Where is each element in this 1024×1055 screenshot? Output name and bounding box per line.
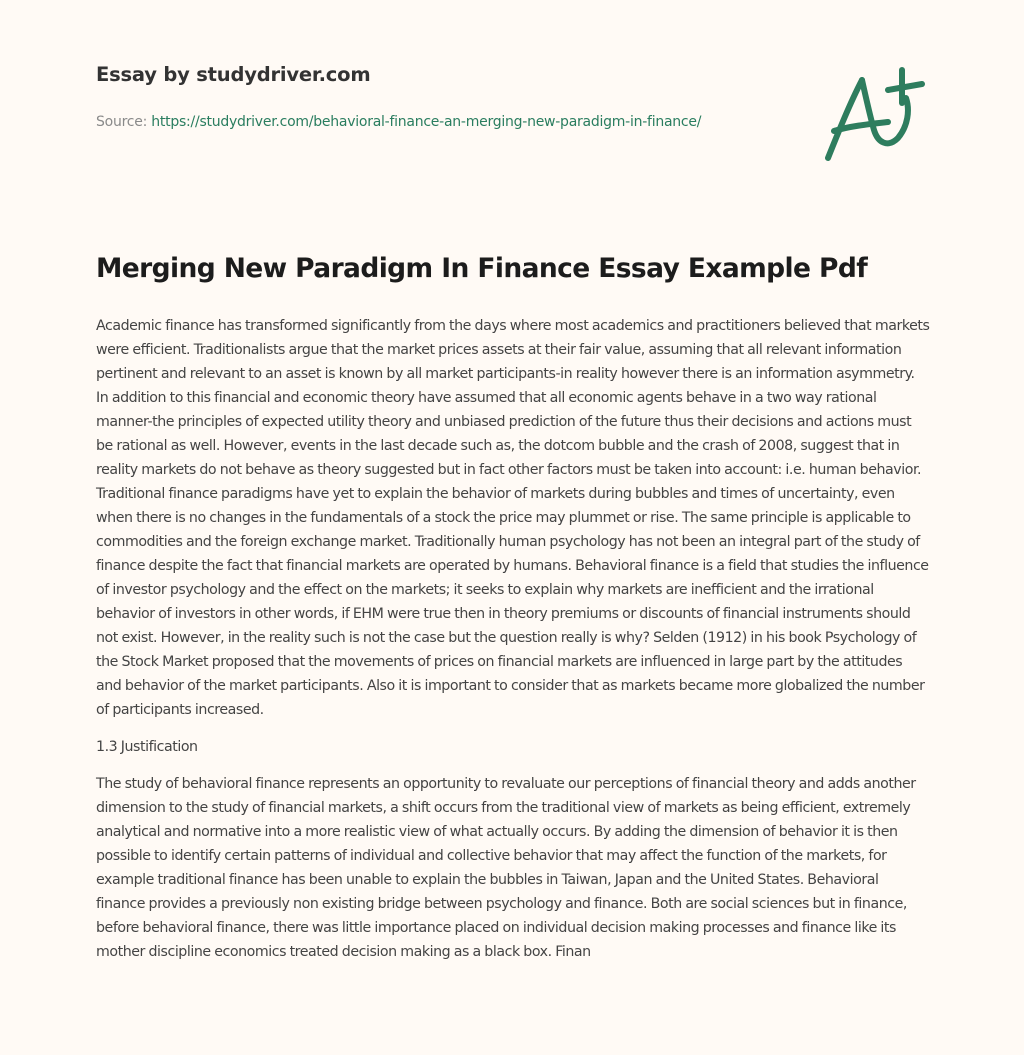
a-plus-grade-icon [820, 38, 930, 168]
site-brand: Essay by studydriver.com [96, 63, 371, 86]
source-link[interactable]: https://studydriver.com/behavioral-finance-an-merging-new-paradigm-in-finance/ [151, 114, 702, 130]
source-line [96, 110, 716, 134]
page-header [96, 0, 930, 200]
source-label: Source: [96, 114, 152, 130]
article-title: Merging New Paradigm In Finance Essay Example Pdf [96, 253, 868, 284]
article-paragraph: Academic finance has transformed significantly from the days where most academics and practitioners believed that markets were efficient. Traditionalists argue that the market prices assets at their fair value, assuming that all relevant information pertinent and relevant to an asset is known by all market participants-in reality however there is an information asymmetry. In addition to this financial and economic theory have assumed that all economic agents behave in a two way rational manner-the principles of expected utility theory and unbiased prediction of the future thus their decisions and actions must be rational as well. However, events in the last decade such as, the dotcom bubble and the crash of 2008, suggest that in reality markets do not behave as theory suggested but in fact other factors must be taken into account: i.e. human behavior. Traditional finance paradigms have yet to explain the behavior of markets during bubbles and times of uncertainty, even when there is no changes in the fundamentals of a stock the price may plummet or rise. The same principle is applicable to commodities and the foreign exchange market. Traditionally human psychology has not been an integral part of the study of finance despite the fact that financial markets are operated by humans. Behavioral finance is a field that studies the influence of investor psychology and the effect on the markets; it seeks to explain why markets are inefficient and the irrational behavior of investors in other words, if EHM were true then in theory premiums or discounts of financial instruments should not exist. However, in the reality such is not the case but the question really is why? Selden (1912) in his book Psychology of the Stock Market proposed that the movements of prices on financial markets are influenced in large part by the attitudes and behavior of the market participants. Also it is important to consider that as markets became more globalized the number of participants increased. [96, 318, 930, 718]
article-body [96, 314, 930, 977]
essay-page [96, 0, 930, 960]
section-heading: 1.3 Justification [96, 739, 198, 755]
article-paragraph: The study of behavioral finance represents an opportunity to revaluate our perceptions of financial theory and adds another dimension to the study of financial markets, a shift occurs from the traditional view of markets as being efficient, extremely analytical and normative into a more realistic view of what actually occurs. By adding the dimension of behavior it is then possible to identify certain patterns of individual and collective behavior that may affect the function of the markets, for example traditional finance has been unable to explain the bubbles in Taiwan, Japan and the United States. Behavioral finance provides a previously non existing bridge between psychology and finance. Both are social sciences but in finance, before behavioral finance, there was little importance placed on individual decision making processes and finance like its mother discipline economics treated decision making as a black box. Finan [96, 776, 916, 960]
